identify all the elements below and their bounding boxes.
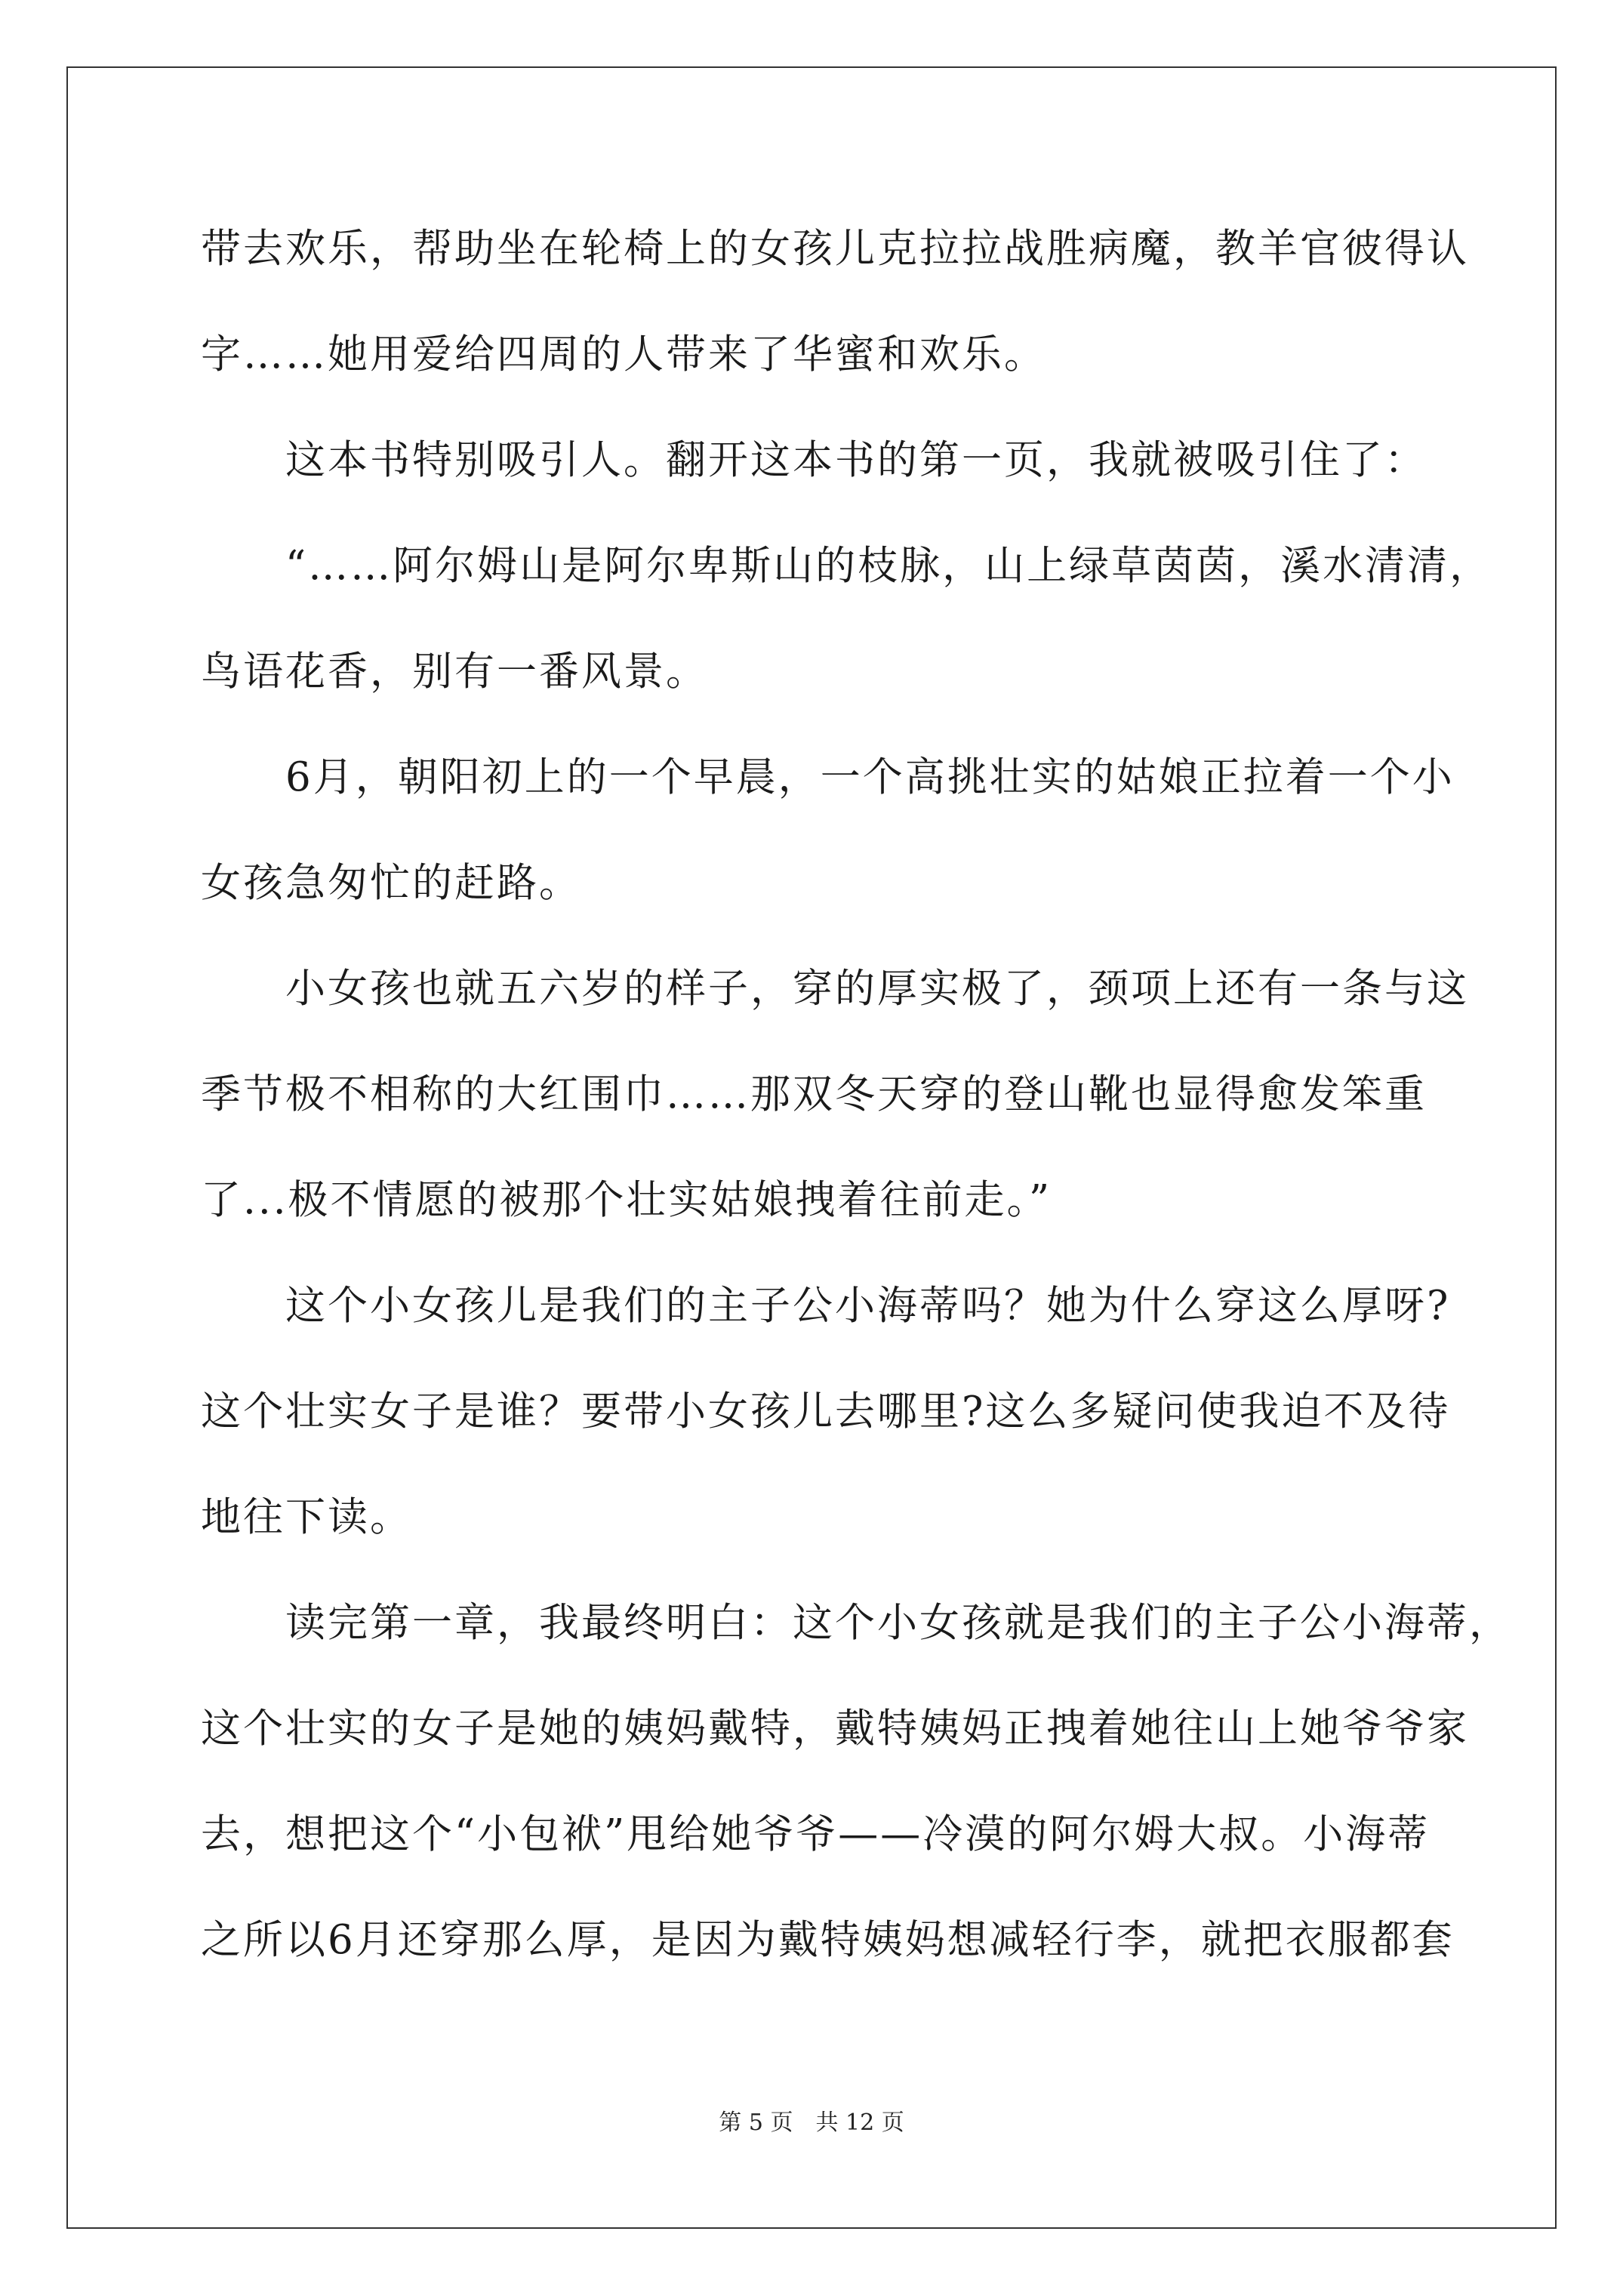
text-line: 带去欢乐，帮助坐在轮椅上的女孩儿克拉拉战胜病魔，教羊官彼得认 — [201, 226, 1469, 272]
text-line: 这个壮实女子是谁？要带小女孩儿去哪里?这么多疑问使我迫不及待 — [201, 1388, 1451, 1435]
text-line: 女孩急匆忙的赶路。 — [201, 860, 581, 906]
text-line: 鸟语花香，别有一番风景。 — [201, 649, 708, 695]
text-line: 字……她用爱给四周的人带来了华蜜和欢乐。 — [201, 331, 1046, 378]
text-line: “……阿尔姆山是阿尔卑斯山的枝脉，山上绿草茵茵，溪水清清， — [201, 543, 1492, 589]
text-line: 去，想把这个“小包袱”甩给她爷爷——冷漠的阿尔姆大叔。小海蒂 — [201, 1811, 1431, 1857]
text-line: 这个壮实的女子是她的姨妈戴特，戴特姨妈正拽着她往山上她爷爷家 — [201, 1706, 1469, 1752]
text-line: 之所以6月还穿那么厚，是因为戴特姨妈想减轻行李，就把衣服都套 — [201, 1917, 1455, 1963]
text-line: 读完第一章，我最终明白：这个小女孩就是我们的主子公小海蒂， — [201, 1600, 1511, 1646]
text-line: 小女孩也就五六岁的样子，穿的厚实极了，颈项上还有一条与这 — [201, 966, 1469, 1012]
text-line: 季节极不相称的大红围巾……那双冬天穿的登山靴也显得愈发笨重 — [201, 1071, 1427, 1117]
text-line: 这本书特别吸引人。翻开这本书的第一页，我就被吸引住了： — [201, 437, 1427, 483]
text-line: 这个小女孩儿是我们的主子公小海蒂吗？她为什么穿这么厚呀? — [201, 1283, 1451, 1329]
text-line: 了...极不情愿的被那个壮实姑娘拽着往前走。” — [201, 1177, 1052, 1223]
text-line: 6月，朝阳初上的一个早晨，一个高挑壮实的姑娘正拉着一个小 — [201, 754, 1455, 800]
text-line: 地往下读。 — [201, 1494, 412, 1540]
document-body — [201, 219, 1511, 2016]
page-number: 第 5 页 共 12 页 — [719, 2110, 904, 2136]
